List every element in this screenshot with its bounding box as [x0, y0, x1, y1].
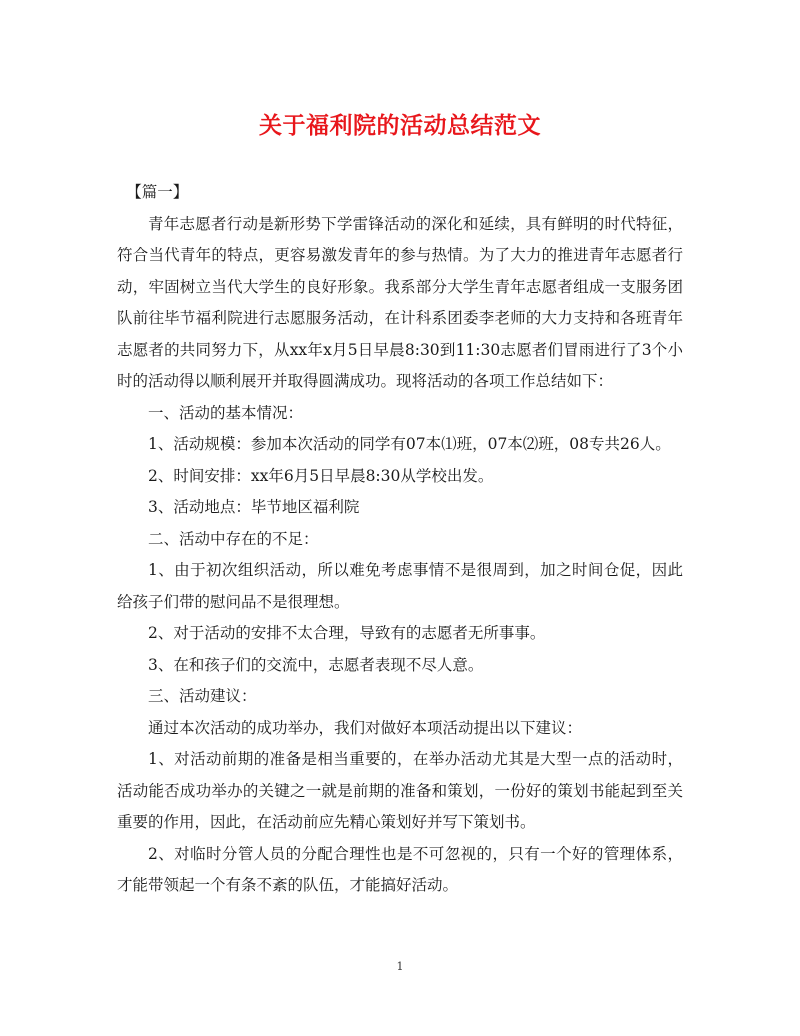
- heading-shortcomings: 二、活动中存在的不足：: [148, 529, 319, 548]
- paragraph-shortcoming-2: 2、对于活动的安排不太合理，导致有的志愿者无所事事。: [148, 624, 546, 642]
- document-body: [117, 177, 683, 902]
- document-title: 关于福利院的活动总结范文: [259, 112, 541, 139]
- heading-suggestions: 三、活动建议：: [148, 687, 257, 705]
- section-label: 【篇一】: [126, 183, 189, 201]
- paragraph-location: 3、活动地点：毕节地区福利院: [148, 498, 360, 516]
- heading-basic-info: 一、活动的基本情况：: [148, 403, 304, 422]
- paragraph-schedule: 2、时间安排：xx年6月5日早晨8:30从学校出发。: [148, 466, 494, 485]
- paragraph-scale: 1、活动规模：参加本次活动的同学有07本⑴班，07本⑵班，08专共26人。: [148, 435, 671, 453]
- paragraph-shortcoming-3: 3、在和孩子们的交流中，志愿者表现不尽人意。: [148, 655, 484, 674]
- paragraph-suggestion-2: 2、对临时分管人员的分配合理性也是不可忽视的，只有一个好的管理体系，才能带领起一个有条不紊的队伍，才能搞好活动。: [117, 844, 683, 894]
- paragraph-shortcoming-1: 1、由于初次组织活动，所以难免考虑事情不是很周到，加之时间仓促，因此给孩子们带的慰问品不是很理想。: [117, 561, 683, 611]
- paragraph-suggestions-intro: 通过本次活动的成功举办，我们对做好本项活动提出以下建议：: [148, 718, 583, 737]
- paragraph-intro: 青年志愿者行动是新形势下学雷锋活动的深化和延续，具有鲜明的时代特征，符合当代青年的特点，更容易激发青年的参与热情。为了大力的推进青年志愿者行动，牢固树立当代大学生的良好形象。我系部分大学生青年志愿者组成一支服务团队前往毕节福利院进行志愿服务活动，在计科系团委李老师的大力支持和各班青年志愿者的共同努力下，从xx年x月5日早晨8:30到11:30志愿者们冒雨进行了3个小时的活动得以顺利展开并取得圆满成功。现将活动的各项工作总结如下：: [117, 214, 683, 390]
- paragraph-suggestion-1: 1、对活动前期的准备是相当重要的，在举办活动尤其是大型一点的活动时，活动能否成功举办的关键之一就是前期的准备和策划，一份好的策划书能起到至关重要的作用，因此，在活动前应先精心策划好并写下策划书。: [117, 750, 683, 831]
- page-number: 1: [396, 960, 404, 973]
